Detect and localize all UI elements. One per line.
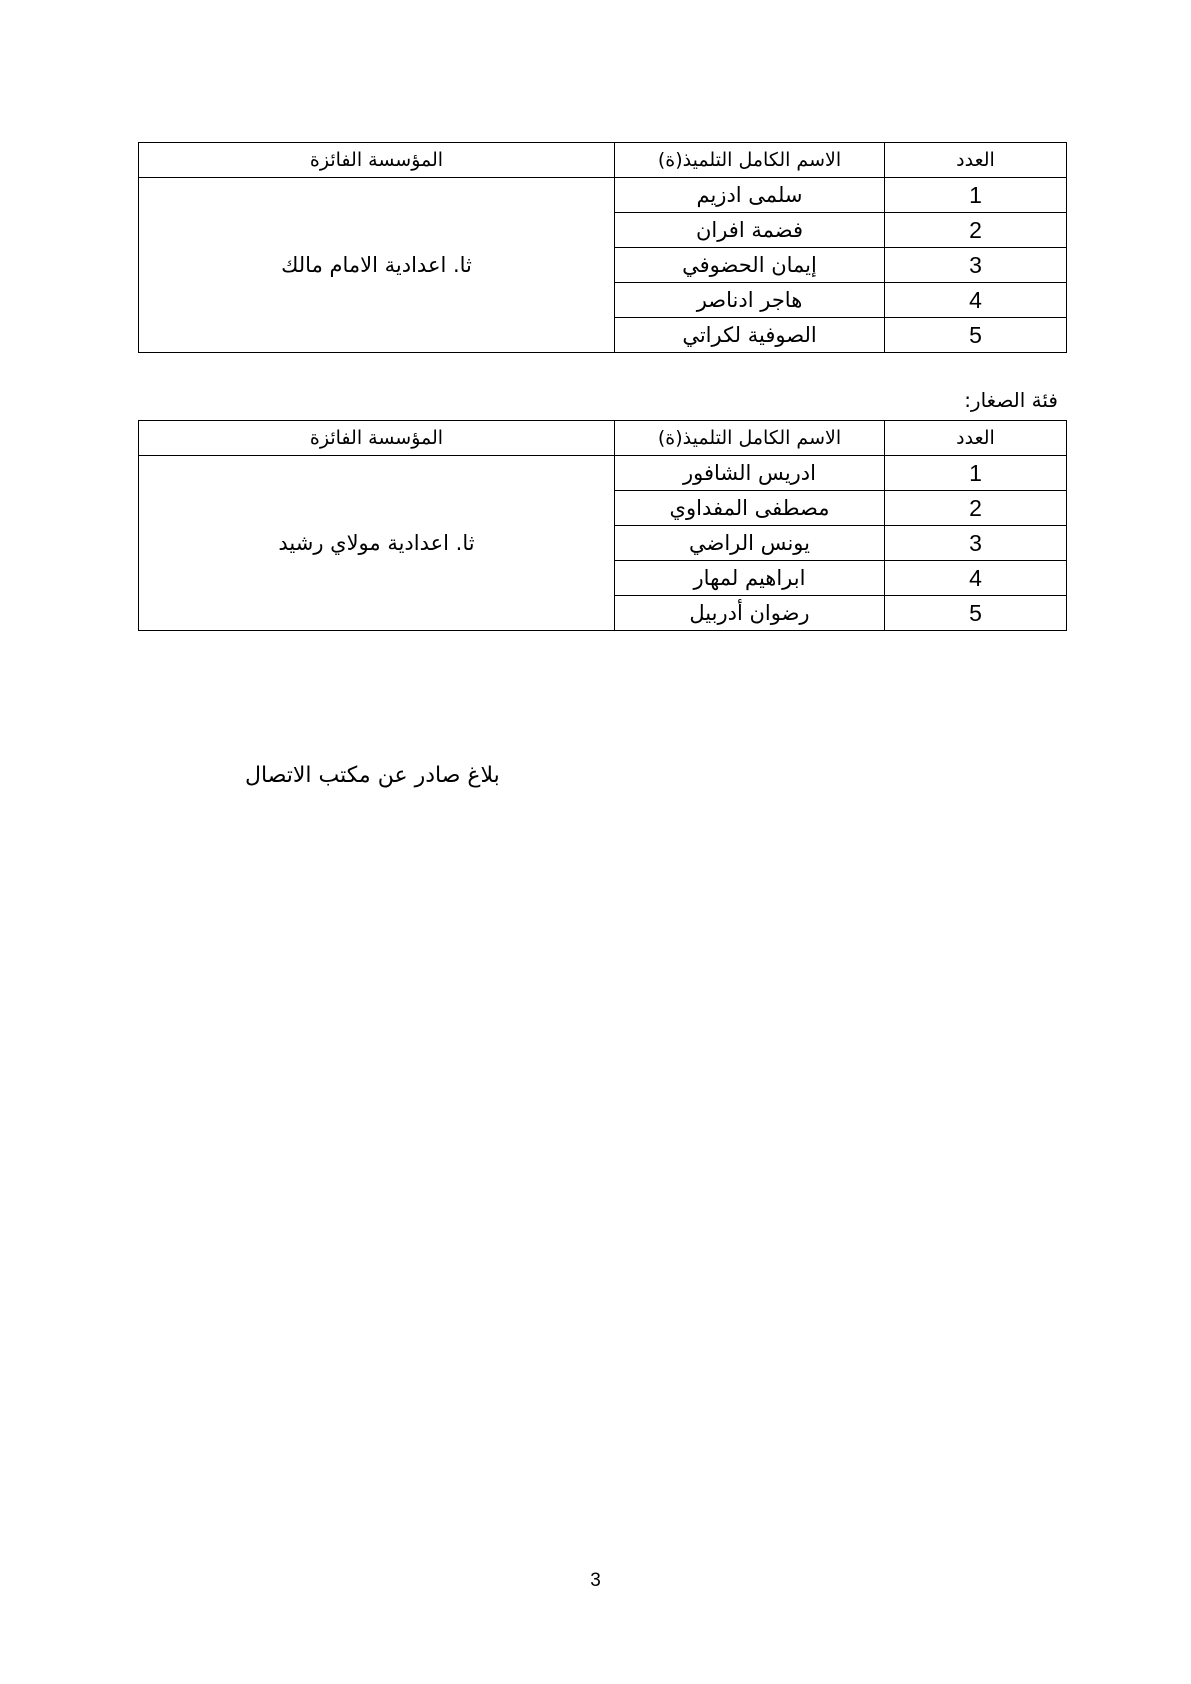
row-number: 5 [885,318,1067,353]
student-name: يونس الراضي [615,526,885,561]
header-institution: المؤسسة الفائزة [139,421,615,456]
student-name: رضوان أدربيل [615,596,885,631]
results-table-2 [138,420,1067,631]
table-row [139,456,1067,491]
row-number: 3 [885,526,1067,561]
table-row [139,178,1067,213]
header-full-name: الاسم الكامل التلميذ(ة) [615,143,885,178]
row-number: 2 [885,491,1067,526]
header-number: العدد [885,421,1067,456]
communication-office-note: بلاغ صادر عن مكتب الاتصال [245,763,500,788]
winning-institution: ثا. اعدادية الامام مالك [139,178,615,353]
student-name: مصطفى المفداوي [615,491,885,526]
row-number: 1 [885,178,1067,213]
table-header-row [139,421,1067,456]
header-institution: المؤسسة الفائزة [139,143,615,178]
row-number: 4 [885,283,1067,318]
winning-institution: ثا. اعدادية مولاي رشيد [139,456,615,631]
row-number: 5 [885,596,1067,631]
results-table-1 [138,142,1067,353]
student-name: إيمان الحضوفي [615,248,885,283]
student-name: الصوفية لكراتي [615,318,885,353]
row-number: 3 [885,248,1067,283]
row-number: 1 [885,456,1067,491]
row-number: 2 [885,213,1067,248]
student-name: فضمة افران [615,213,885,248]
page-number: 3 [590,1570,601,1591]
header-number: العدد [885,143,1067,178]
student-name: هاجر ادناصر [615,283,885,318]
row-number: 4 [885,561,1067,596]
student-name: ابراهيم لمهار [615,561,885,596]
category-label: فئة الصغار: [964,388,1058,412]
student-name: سلمى ادزيم [615,178,885,213]
table-header-row [139,143,1067,178]
header-full-name: الاسم الكامل التلميذ(ة) [615,421,885,456]
student-name: ادريس الشافور [615,456,885,491]
